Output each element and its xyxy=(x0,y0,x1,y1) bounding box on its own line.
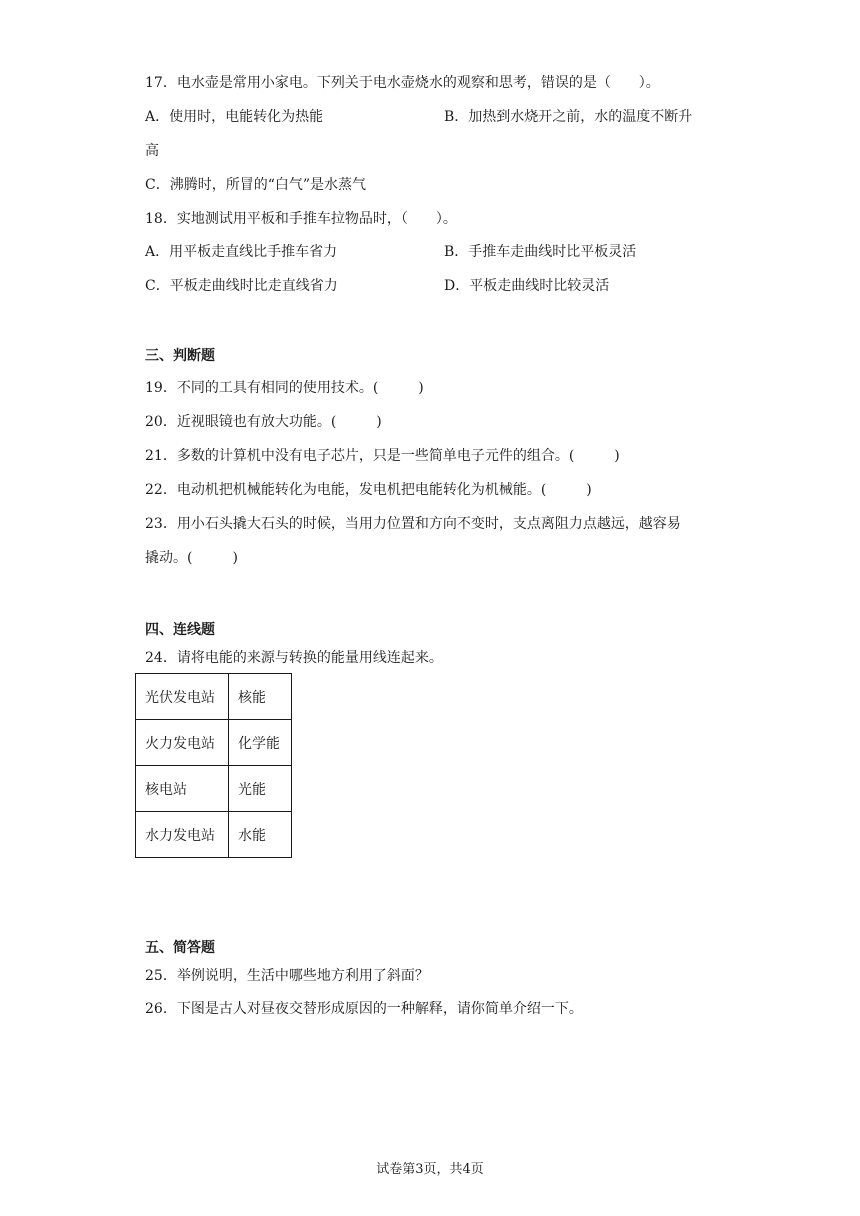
section-5-title: 五、简答题 xyxy=(145,940,215,956)
q18-option-c: C．平板走曲线时比走直线省力 xyxy=(145,278,338,294)
q22: 22．电动机把机械能转化为电能，发电机把电能转化为机械能。( ) xyxy=(145,482,592,498)
q21: 21．多数的计算机中没有电子芯片，只是一些简单电子元件的组合。( ) xyxy=(145,448,620,464)
energy-cell: 光能 xyxy=(229,766,292,812)
energy-cell: 化学能 xyxy=(229,720,292,766)
q23-line-2: 撬动。( ) xyxy=(145,550,238,566)
q19: 19．不同的工具有相同的使用技术。( ) xyxy=(145,380,424,396)
q18-option-d: D．平板走曲线时比较灵活 xyxy=(444,278,610,294)
q20: 20．近视眼镜也有放大功能。( ) xyxy=(145,414,382,430)
q24: 24．请将电能的来源与转换的能量用线连起来。 xyxy=(145,650,443,666)
q17-option-c: C．沸腾时，所冒的“白气”是水蒸气 xyxy=(145,177,367,193)
q17-option-b: B．加热到水烧开之前，水的温度不断升 xyxy=(444,109,693,125)
q17-option-b-continued: 高 xyxy=(145,143,159,159)
matching-table xyxy=(135,673,292,858)
q26: 26．下图是古人对昼夜交替形成原因的一种解释，请你简单介绍一下。 xyxy=(145,1001,583,1017)
energy-cell: 水能 xyxy=(229,812,292,858)
q18-option-b: B．手推车走曲线时比平板灵活 xyxy=(444,244,637,260)
table-row xyxy=(136,720,292,766)
source-cell: 火力发电站 xyxy=(136,720,229,766)
source-cell: 光伏发电站 xyxy=(136,674,229,720)
source-cell: 核电站 xyxy=(136,766,229,812)
table-row xyxy=(136,674,292,720)
q23-line-1: 23．用小石头撬大石头的时候，当用力位置和方向不变时，支点离阻力点越远，越容易 xyxy=(145,516,681,532)
q17-stem: 17．电水壶是常用小家电。下列关于电水壶烧水的观察和思考，错误的是（ ）。 xyxy=(145,75,660,91)
section-4-title: 四、连线题 xyxy=(145,622,215,638)
table-row xyxy=(136,812,292,858)
energy-cell: 核能 xyxy=(229,674,292,720)
source-cell: 水力发电站 xyxy=(136,812,229,858)
q17-option-a: A．使用时，电能转化为热能 xyxy=(145,109,324,125)
q18-option-a: A．用平板走直线比手推车省力 xyxy=(145,244,338,260)
q25: 25．举例说明，生活中哪些地方利用了斜面？ xyxy=(145,968,429,984)
section-3-title: 三、判断题 xyxy=(145,348,215,364)
page-footer: 试卷第3页，共4页 xyxy=(376,1162,484,1177)
table-row xyxy=(136,766,292,812)
q18-stem: 18．实地测试用平板和手推车拉物品时，（ ）。 xyxy=(145,211,457,227)
